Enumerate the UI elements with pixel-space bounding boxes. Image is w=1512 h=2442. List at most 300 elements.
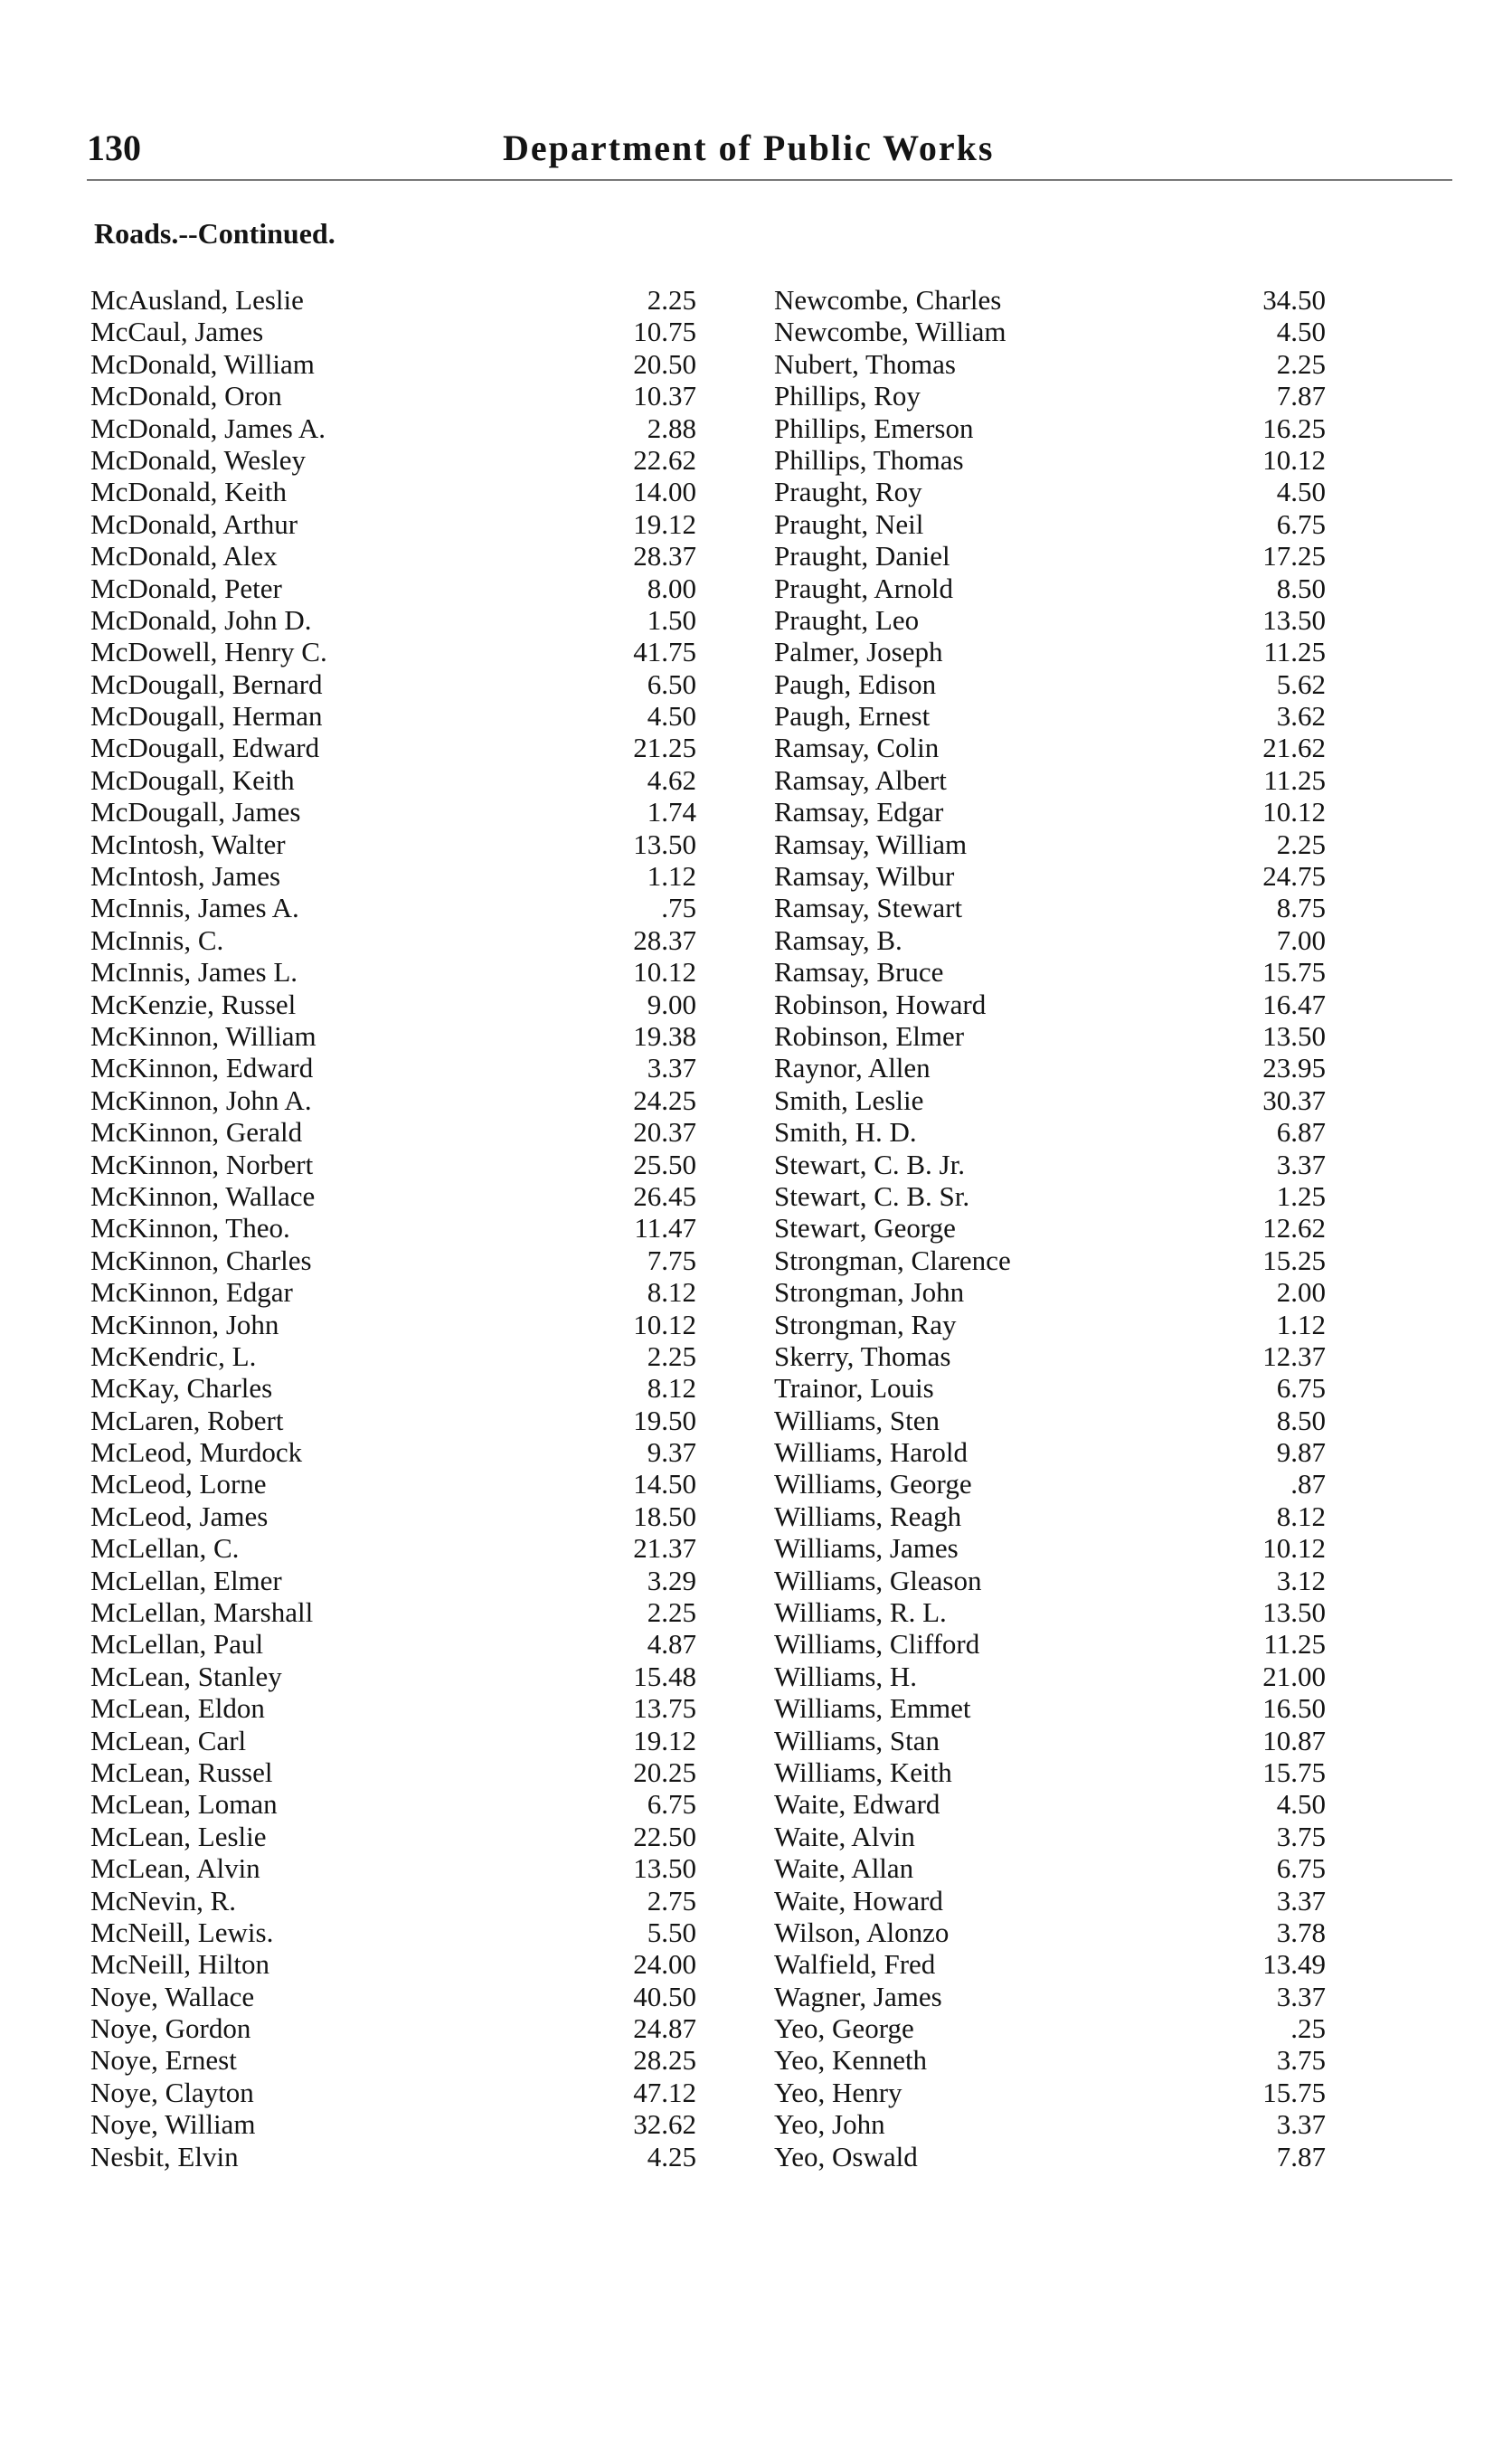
list-item	[90, 1917, 723, 1948]
payee-name: Waite, Edward	[774, 1788, 940, 1821]
payment-amount: 21.00	[1262, 1660, 1326, 1692]
payment-amount: 4.50	[647, 700, 696, 733]
payment-amount: 15.75	[1262, 2076, 1326, 2108]
payment-amount: 19.38	[633, 1019, 696, 1052]
payee-name: McLeod, James	[90, 1500, 269, 1532]
payee-name: McKendric, L.	[90, 1339, 257, 1372]
payee-name: Noye, Wallace	[90, 1980, 255, 2012]
payment-amount: 8.50	[1276, 1404, 1326, 1436]
list-item	[90, 573, 723, 604]
list-item	[90, 1596, 723, 1628]
list-item	[774, 1725, 1407, 1756]
payee-name: McInnis, James L.	[90, 956, 298, 989]
payment-amount: 3.37	[1276, 2108, 1326, 2141]
list-item	[774, 380, 1407, 412]
payment-amount: 10.12	[1262, 443, 1326, 476]
list-item	[90, 892, 723, 923]
payee-name: McKinnon, Gerald	[90, 1116, 303, 1149]
list-item	[90, 1821, 723, 1852]
list-item	[774, 1212, 1407, 1244]
payment-amount: 24.25	[633, 1084, 696, 1116]
payment-amount: 21.37	[633, 1532, 696, 1565]
payee-name: Paugh, Ernest	[774, 700, 931, 733]
payee-name: McIntosh, James	[90, 860, 281, 893]
payee-name: McDonald, William	[90, 347, 315, 380]
payee-name: McInnis, C.	[90, 923, 224, 956]
payee-name: McDonald, John D.	[90, 603, 312, 636]
list-item	[90, 924, 723, 956]
payee-name: McLaren, Robert	[90, 1404, 284, 1436]
payment-amount: 1.74	[647, 796, 696, 828]
payee-name: McLean, Russel	[90, 1756, 273, 1788]
list-item	[774, 573, 1407, 604]
payment-amount: .25	[1290, 2012, 1326, 2045]
payee-name: Williams, Keith	[774, 1756, 952, 1788]
payment-amount: 19.12	[633, 1724, 696, 1756]
list-item	[90, 1149, 723, 1180]
payment-amount: 13.50	[633, 1852, 696, 1885]
payment-amount: 2.25	[647, 1596, 696, 1629]
list-item	[774, 316, 1407, 347]
list-item	[774, 892, 1407, 923]
payment-amount: 30.37	[1262, 1084, 1326, 1116]
payee-name: McNeill, Hilton	[90, 1948, 270, 1981]
list-item	[90, 1692, 723, 1724]
payee-name: McKinnon, Wallace	[90, 1179, 316, 1212]
payment-amount: 10.12	[633, 1308, 696, 1340]
payee-name: McIntosh, Walter	[90, 828, 286, 860]
payment-amount: 9.37	[647, 1436, 696, 1469]
payee-name: Noye, William	[90, 2108, 256, 2141]
list-item	[774, 1116, 1407, 1148]
payee-name: McDougall, Edward	[90, 732, 320, 764]
payee-name: McLeod, Murdock	[90, 1436, 303, 1469]
list-item	[90, 1756, 723, 1788]
payee-name: McDonald, Arthur	[90, 507, 298, 540]
payment-amount: 7.87	[1276, 2140, 1326, 2172]
payment-amount: 16.50	[1262, 1692, 1326, 1725]
list-item	[774, 284, 1407, 316]
payment-amount: 3.37	[647, 1052, 696, 1084]
payment-amount: 3.12	[1276, 1564, 1326, 1596]
payee-name: Palmer, Joseph	[774, 636, 943, 668]
list-item	[90, 1340, 723, 1372]
list-item	[90, 1116, 723, 1148]
page-header-title: Department of Public Works	[503, 128, 995, 168]
payment-amount: 24.87	[633, 2012, 696, 2045]
payee-name: McInnis, James A.	[90, 892, 299, 924]
payee-name: Phillips, Thomas	[774, 443, 964, 476]
payee-name: Paugh, Edison	[774, 667, 937, 700]
list-item	[90, 764, 723, 796]
payee-name: Ramsay, Bruce	[774, 956, 944, 989]
payee-name: Ramsay, B.	[774, 923, 902, 956]
list-item	[90, 1500, 723, 1532]
list-item	[774, 732, 1407, 763]
list-item	[774, 412, 1407, 444]
payment-amount: 20.37	[633, 1116, 696, 1149]
list-item	[90, 1725, 723, 1756]
payment-amount: 13.49	[1262, 1948, 1326, 1981]
payee-name: Raynor, Allen	[774, 1052, 931, 1084]
payment-amount: 8.12	[1276, 1500, 1326, 1532]
list-item	[90, 604, 723, 636]
list-item	[774, 1692, 1407, 1724]
payment-amount: 18.50	[633, 1500, 696, 1532]
payment-amount: 21.62	[1262, 732, 1326, 764]
list-item	[90, 412, 723, 444]
list-item	[90, 1948, 723, 1980]
payment-amount: 9.00	[647, 988, 696, 1020]
payment-amount: 4.62	[647, 763, 696, 796]
list-item	[774, 1532, 1407, 1564]
payee-name: Williams, James	[774, 1532, 959, 1565]
payment-amount: 5.50	[647, 1916, 696, 1948]
payee-name: Trainor, Louis	[774, 1372, 934, 1405]
payment-amount: 8.12	[647, 1276, 696, 1309]
payment-amount: 26.45	[633, 1179, 696, 1212]
payment-amount: 15.75	[1262, 1756, 1326, 1788]
payment-amount: 6.75	[1276, 507, 1326, 540]
list-item	[90, 700, 723, 732]
payee-name: McLean, Alvin	[90, 1852, 260, 1885]
list-item	[90, 636, 723, 667]
payee-name: McDougall, Bernard	[90, 667, 323, 700]
list-item	[90, 1052, 723, 1084]
payment-amount: 19.12	[633, 507, 696, 540]
payment-amount: 25.50	[633, 1148, 696, 1180]
payment-amount: 20.50	[633, 347, 696, 380]
payment-amount: 2.88	[647, 412, 696, 444]
list-item	[774, 1788, 1407, 1820]
list-item	[90, 860, 723, 892]
payment-amount: 4.50	[1276, 316, 1326, 348]
list-item	[90, 1852, 723, 1884]
payment-amount: 8.00	[647, 572, 696, 604]
payee-name: Praught, Roy	[774, 476, 922, 508]
list-item	[774, 508, 1407, 540]
payee-name: Williams, R. L.	[774, 1596, 947, 1629]
payee-name: McLean, Loman	[90, 1788, 278, 1821]
payment-amount: 13.75	[633, 1692, 696, 1725]
payee-name: Williams, George	[774, 1468, 972, 1500]
payee-name: Phillips, Roy	[774, 380, 921, 412]
payee-name: Strongman, Ray	[774, 1308, 957, 1340]
list-item	[774, 1885, 1407, 1917]
payee-name: McKay, Charles	[90, 1372, 273, 1405]
payee-name: McDonald, Oron	[90, 380, 282, 412]
payee-name: Williams, H.	[774, 1660, 918, 1692]
list-item	[90, 796, 723, 828]
payee-name: Ramsay, Wilbur	[774, 860, 955, 893]
payment-amount: 11.25	[1263, 763, 1326, 796]
right-column	[774, 284, 1407, 2172]
payment-amount: 16.25	[1262, 412, 1326, 444]
payment-amount: 9.87	[1276, 1436, 1326, 1469]
list-item	[90, 1212, 723, 1244]
payee-name: Williams, Stan	[774, 1724, 940, 1756]
payment-amount: 17.25	[1262, 540, 1326, 573]
payee-name: McLellan, C.	[90, 1532, 240, 1565]
payment-amount: 10.12	[1262, 796, 1326, 828]
payee-name: McDonald, Alex	[90, 540, 278, 573]
payment-amount: 2.25	[1276, 828, 1326, 860]
list-item	[774, 989, 1407, 1020]
payment-amount: 3.37	[1276, 1980, 1326, 2012]
payee-name: McLean, Carl	[90, 1724, 247, 1756]
payee-name: Yeo, John	[774, 2108, 885, 2141]
list-item	[774, 1149, 1407, 1180]
list-item	[774, 2044, 1407, 2076]
payment-amount: 28.25	[633, 2044, 696, 2077]
payment-amount: 10.87	[1262, 1724, 1326, 1756]
payment-amount: 10.12	[633, 956, 696, 989]
payment-amount: 7.75	[647, 1244, 696, 1276]
payee-name: McAusland, Leslie	[90, 284, 304, 316]
payee-name: Noye, Ernest	[90, 2044, 237, 2077]
payee-name: Yeo, George	[774, 2012, 914, 2045]
list-item	[774, 476, 1407, 507]
list-item	[90, 1020, 723, 1052]
payment-amount: 8.12	[647, 1372, 696, 1405]
payment-amount: 22.62	[633, 443, 696, 476]
list-item	[774, 1405, 1407, 1436]
payee-name: Praught, Arnold	[774, 572, 954, 604]
payee-name: McDonald, Keith	[90, 476, 287, 508]
list-item	[90, 1661, 723, 1692]
payment-amount: 3.75	[1276, 1820, 1326, 1852]
list-item	[774, 2141, 1407, 2172]
payment-amount: 4.50	[1276, 1788, 1326, 1821]
payment-amount: .87	[1290, 1468, 1326, 1500]
list-item	[774, 636, 1407, 667]
payment-amount: 40.50	[633, 1980, 696, 2012]
list-item	[774, 1052, 1407, 1084]
payment-amount: 3.37	[1276, 1148, 1326, 1180]
list-item	[90, 1436, 723, 1468]
payee-name: Newcombe, Charles	[774, 284, 1002, 316]
payee-name: Smith, H. D.	[774, 1116, 917, 1149]
list-item	[90, 1532, 723, 1564]
list-item	[90, 668, 723, 700]
payee-name: McKinnon, Norbert	[90, 1148, 314, 1180]
payee-name: Wagner, James	[774, 1980, 942, 2012]
list-item	[90, 284, 723, 316]
list-item	[90, 2077, 723, 2108]
list-item	[774, 860, 1407, 892]
payee-name: Noye, Clayton	[90, 2076, 254, 2108]
list-item	[774, 956, 1407, 988]
list-item	[774, 700, 1407, 732]
payment-amount: 13.50	[1262, 1596, 1326, 1629]
list-item	[774, 444, 1407, 476]
list-item	[90, 1981, 723, 2012]
list-item	[774, 1596, 1407, 1628]
payment-amount: 7.00	[1276, 923, 1326, 956]
payee-name: Skerry, Thomas	[774, 1339, 951, 1372]
list-item	[774, 1500, 1407, 1532]
payment-amount: 6.75	[647, 1788, 696, 1821]
payment-amount: 34.50	[1262, 284, 1326, 316]
list-item	[774, 1276, 1407, 1308]
payment-amount: 4.87	[647, 1628, 696, 1661]
payment-amount: 28.37	[633, 540, 696, 573]
payment-amount: 14.50	[633, 1468, 696, 1500]
payment-amount: 4.50	[1276, 476, 1326, 508]
payment-amount: 6.75	[1276, 1852, 1326, 1885]
payment-amount: 12.37	[1262, 1339, 1326, 1372]
payment-amount: 8.75	[1276, 892, 1326, 924]
payee-name: McKinnon, Theo.	[90, 1212, 290, 1245]
payee-name: McLean, Leslie	[90, 1820, 267, 1852]
payment-amount: 19.50	[633, 1404, 696, 1436]
payment-amount: 22.50	[633, 1820, 696, 1852]
payment-amount: 5.62	[1276, 667, 1326, 700]
list-item	[90, 1628, 723, 1660]
list-item	[90, 1405, 723, 1436]
payee-name: Walfield, Fred	[774, 1948, 936, 1981]
list-item	[774, 1020, 1407, 1052]
payment-amount: 2.25	[647, 1339, 696, 1372]
list-item	[90, 1245, 723, 1276]
payee-name: McLean, Stanley	[90, 1660, 282, 1692]
list-item	[774, 1628, 1407, 1660]
left-column	[90, 284, 723, 2172]
payment-amount: 11.25	[1263, 636, 1326, 668]
payee-name: Wilson, Alonzo	[774, 1916, 950, 1948]
payee-name: Robinson, Elmer	[774, 1019, 965, 1052]
payee-name: McLeod, Lorne	[90, 1468, 267, 1500]
payment-amount: 6.75	[1276, 1372, 1326, 1405]
payment-amount: 3.62	[1276, 700, 1326, 733]
payee-name: Waite, Howard	[774, 1884, 943, 1917]
payment-amount: 32.62	[633, 2108, 696, 2141]
payee-name: Ramsay, Colin	[774, 732, 940, 764]
list-item	[774, 668, 1407, 700]
payee-name: McDonald, Wesley	[90, 443, 306, 476]
payment-amount: 6.87	[1276, 1116, 1326, 1149]
payment-amount: 20.25	[633, 1756, 696, 1788]
payee-name: Nubert, Thomas	[774, 347, 956, 380]
list-item	[774, 1565, 1407, 1596]
payment-amount: 16.47	[1262, 988, 1326, 1020]
payee-name: Williams, Reagh	[774, 1500, 962, 1532]
payee-name: Yeo, Henry	[774, 2076, 902, 2108]
list-item	[774, 1468, 1407, 1500]
payee-name: McKinnon, William	[90, 1019, 317, 1052]
list-item	[774, 1084, 1407, 1116]
payee-name: Strongman, John	[774, 1276, 965, 1309]
payment-amount: 24.75	[1262, 860, 1326, 893]
payee-name: McKinnon, Charles	[90, 1244, 312, 1276]
payment-amount: 3.75	[1276, 2044, 1326, 2077]
list-item	[90, 476, 723, 507]
list-item	[90, 2044, 723, 2076]
payee-name: McDougall, Herman	[90, 700, 323, 733]
list-item	[774, 2012, 1407, 2044]
payee-name: Williams, Sten	[774, 1404, 940, 1436]
list-item	[90, 316, 723, 347]
payment-amount: 15.75	[1262, 956, 1326, 989]
payee-name: McLellan, Elmer	[90, 1564, 282, 1596]
list-item	[90, 1180, 723, 1212]
payment-amount: 2.75	[647, 1884, 696, 1917]
payment-amount: 11.25	[1263, 1628, 1326, 1661]
payment-amount: 3.37	[1276, 1884, 1326, 1917]
list-item	[90, 508, 723, 540]
list-item	[90, 989, 723, 1020]
list-item	[774, 1821, 1407, 1852]
payment-amount: 13.50	[1262, 1019, 1326, 1052]
payee-name: McLean, Eldon	[90, 1692, 265, 1725]
list-item	[774, 1340, 1407, 1372]
payee-name: Ramsay, Stewart	[774, 892, 963, 924]
list-item	[774, 604, 1407, 636]
list-item	[774, 2108, 1407, 2140]
payment-amount: 15.48	[633, 1660, 696, 1692]
list-item	[774, 1917, 1407, 1948]
payment-amount: 15.25	[1262, 1244, 1326, 1276]
payment-amount: 1.12	[647, 860, 696, 893]
payment-amount: 1.50	[647, 603, 696, 636]
payee-name: McKinnon, Edward	[90, 1052, 314, 1084]
list-item	[90, 1276, 723, 1308]
list-item	[90, 444, 723, 476]
list-item	[90, 732, 723, 763]
payment-amount: 12.62	[1262, 1212, 1326, 1245]
list-item	[90, 1885, 723, 1917]
list-item	[774, 764, 1407, 796]
payment-amount: 13.50	[1262, 603, 1326, 636]
payment-amount: 41.75	[633, 636, 696, 668]
list-item	[774, 1981, 1407, 2012]
payment-amount: 28.37	[633, 923, 696, 956]
payee-name: Williams, Emmet	[774, 1692, 971, 1725]
payment-amount: 2.25	[1276, 347, 1326, 380]
payee-name: McKenzie, Russel	[90, 988, 297, 1020]
list-item	[774, 1180, 1407, 1212]
payment-amount: 7.87	[1276, 380, 1326, 412]
list-item	[90, 1372, 723, 1404]
list-item	[774, 1852, 1407, 1884]
payee-name: McDougall, Keith	[90, 763, 295, 796]
payee-name: Nesbit, Elvin	[90, 2140, 239, 2172]
list-item	[90, 2108, 723, 2140]
payee-name: Waite, Allan	[774, 1852, 914, 1885]
payment-amount: 21.25	[633, 732, 696, 764]
list-item	[774, 796, 1407, 828]
payee-name: Yeo, Oswald	[774, 2140, 918, 2172]
payee-name: Williams, Clifford	[774, 1628, 980, 1661]
payment-amount: 11.47	[634, 1212, 696, 1245]
list-item	[774, 1309, 1407, 1340]
payment-amount: 10.75	[633, 316, 696, 348]
payee-name: McKinnon, Edgar	[90, 1276, 293, 1309]
list-item	[774, 348, 1407, 380]
list-item	[774, 1661, 1407, 1692]
payee-name: Phillips, Emerson	[774, 412, 974, 444]
payee-name: McDowell, Henry C.	[90, 636, 327, 668]
list-item	[90, 380, 723, 412]
payment-amount: 10.12	[1262, 1532, 1326, 1565]
payment-amount: 4.25	[647, 2140, 696, 2172]
payment-amount: 14.00	[633, 476, 696, 508]
list-item	[90, 828, 723, 860]
payment-amount: 13.50	[633, 828, 696, 860]
payment-amount: 3.78	[1276, 1916, 1326, 1948]
payment-amount: 3.29	[647, 1564, 696, 1596]
list-item	[90, 1309, 723, 1340]
